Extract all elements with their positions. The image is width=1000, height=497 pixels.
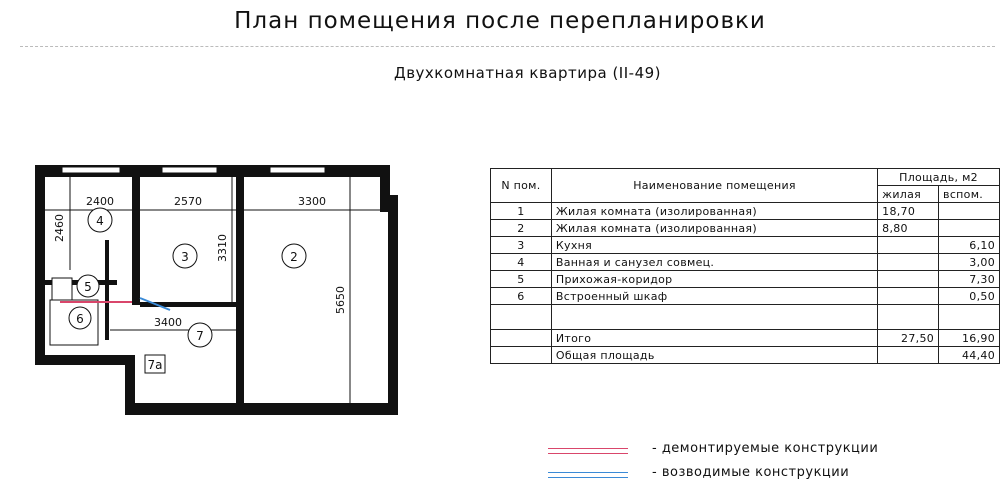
legend-erected-swatch: [548, 472, 628, 478]
row-aux: 7,30: [939, 271, 1000, 288]
row-name: Встроенный шкаф: [551, 288, 877, 305]
legend-erected-label: - возводимые конструкции: [652, 465, 850, 480]
wall-4: [236, 175, 244, 405]
row-num: 5: [491, 271, 552, 288]
overall-name: Общая площадь: [551, 347, 877, 364]
row-living: [878, 237, 939, 254]
room-label-3: 3: [181, 250, 189, 264]
table-row-empty: [491, 305, 1000, 330]
table-row: [491, 254, 1000, 271]
floor-plan: [0, 150, 420, 430]
row-name: Кухня: [551, 237, 877, 254]
table-row-overall: [491, 347, 1000, 364]
window-3: [270, 167, 325, 173]
wall-7: [105, 240, 109, 340]
dim-2570: 2570: [174, 195, 202, 208]
room-label-5: 5: [84, 280, 92, 294]
row-name: Жилая комната (изолированная): [551, 220, 877, 237]
dim-3400: 3400: [154, 316, 182, 329]
room-label-7: 7: [196, 329, 204, 343]
total-living: 27,50: [878, 330, 939, 347]
wall-left: [35, 165, 45, 365]
table-row: [491, 288, 1000, 305]
dim-5650: 5650: [334, 286, 347, 314]
window-2: [162, 167, 217, 173]
header-name: Наименование помещения: [551, 169, 877, 203]
row-aux: [939, 220, 1000, 237]
row-num: 3: [491, 237, 552, 254]
total-name: Итого: [551, 330, 877, 347]
row-living: 8,80: [878, 220, 939, 237]
room-label-6: 6: [76, 312, 84, 326]
row-living: [878, 254, 939, 271]
title-rule: [20, 46, 995, 47]
rooms-table: [490, 168, 1000, 364]
table-row: [491, 203, 1000, 220]
room-label-7a: 7a: [147, 358, 163, 372]
row-living: [878, 271, 939, 288]
row-aux: [939, 203, 1000, 220]
sink: [52, 278, 72, 300]
row-aux: 6,10: [939, 237, 1000, 254]
row-num: 6: [491, 288, 552, 305]
row-num: 1: [491, 203, 552, 220]
legend-demolished-swatch: [548, 448, 628, 454]
row-num: 4: [491, 254, 552, 271]
row-living: [878, 288, 939, 305]
wall-3: [132, 175, 140, 305]
page-subtitle: Двухкомнатная квартира (II-49): [393, 64, 662, 82]
room-label-2: 2: [290, 250, 298, 264]
page-title: План помещения после перепланировки: [234, 8, 766, 34]
table-row-total: [491, 330, 1000, 347]
room-label-4: 4: [96, 214, 104, 228]
overall-aux: 44,40: [939, 347, 1000, 364]
dim-3310: 3310: [216, 234, 229, 262]
dim-3300: 3300: [298, 195, 326, 208]
window-1: [62, 167, 120, 173]
legend-demolished-label: - демонтируемые конструкции: [652, 441, 879, 456]
dim-2400: 2400: [86, 195, 114, 208]
row-name: Ванная и санузел совмец.: [551, 254, 877, 271]
header-area: Площадь, м2: [878, 169, 1000, 186]
row-num: 2: [491, 220, 552, 237]
header-aux: вспом.: [939, 186, 1000, 203]
dim-2460: 2460: [53, 214, 66, 242]
header-num: N пом.: [491, 169, 552, 203]
row-name: Прихожая-коридор: [551, 271, 877, 288]
total-aux: 16,90: [939, 330, 1000, 347]
table-row: [491, 237, 1000, 254]
row-aux: 3,00: [939, 254, 1000, 271]
wall-bottom: [132, 403, 398, 415]
row-living: 18,70: [878, 203, 939, 220]
table-row: [491, 220, 1000, 237]
table-row: [491, 271, 1000, 288]
row-name: Жилая комната (изолированная): [551, 203, 877, 220]
wall-bottom-left: [35, 355, 135, 365]
row-aux: 0,50: [939, 288, 1000, 305]
header-living: жилая: [878, 186, 939, 203]
wall-right-lower: [388, 195, 398, 415]
wall-notch: [125, 355, 135, 415]
